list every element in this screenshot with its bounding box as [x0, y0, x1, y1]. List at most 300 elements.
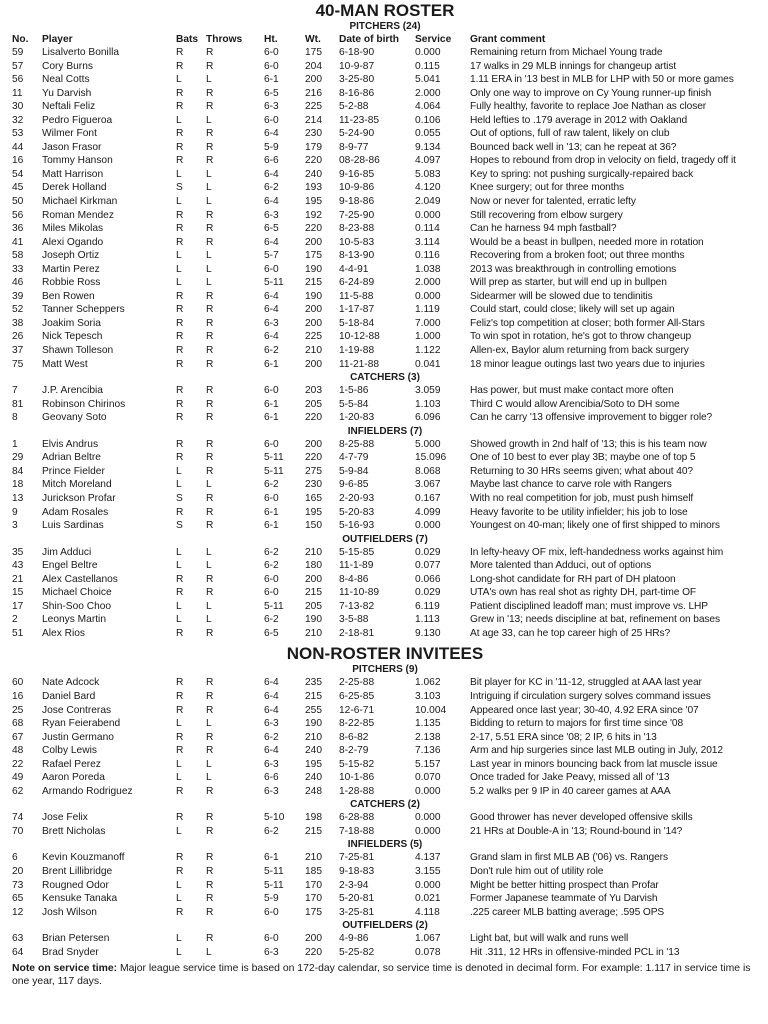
player-name: Rafael Perez — [42, 758, 101, 770]
player-row — [12, 676, 758, 690]
throws: L — [206, 277, 212, 289]
height: 6-4 — [264, 290, 279, 302]
player-name: Tanner Scheppers — [42, 304, 125, 316]
bats: R — [176, 304, 184, 316]
date-of-birth: 2-3-94 — [339, 879, 369, 891]
nri-table — [12, 664, 758, 959]
height: 6-2 — [264, 182, 279, 194]
note-text: Major league service time is based on 172-day calendar, so service time is denoted in decimal form. For example: 1.117 in service time is one year, 117 days. — [12, 963, 751, 988]
throws: R — [206, 731, 214, 743]
service-time: 0.167 — [415, 492, 441, 504]
throws: L — [206, 263, 212, 275]
height: 6-3 — [264, 785, 279, 797]
throws: R — [206, 236, 214, 248]
height: 6-4 — [264, 304, 279, 316]
grant-comment: Arm and hip surgeries since last MLB outing in July, 2012 — [470, 745, 723, 757]
throws: R — [206, 906, 214, 918]
date-of-birth: 6-18-90 — [339, 47, 375, 58]
date-of-birth: 9-16-85 — [339, 168, 375, 180]
bats: L — [176, 168, 182, 180]
player-name: Roman Mendez — [42, 209, 114, 221]
player-row — [12, 785, 758, 799]
height: 5-9 — [264, 141, 279, 153]
throws: R — [206, 398, 214, 410]
weight: 210 — [305, 546, 322, 558]
grant-comment: Youngest on 40-man; likely one of first shipped to minors — [470, 520, 720, 532]
height: 6-3 — [264, 101, 279, 113]
grant-comment: With no real competition for job, must push himself — [470, 492, 694, 504]
date-of-birth: 10-9-86 — [339, 182, 375, 194]
player-row — [12, 946, 758, 960]
service-time: 1.103 — [415, 398, 441, 410]
height: 6-1 — [264, 398, 279, 410]
player-row — [12, 465, 758, 479]
player-row — [12, 586, 758, 600]
service-time: 0.114 — [415, 223, 440, 235]
section-header: PITCHERS (9) — [352, 664, 418, 676]
height: 6-2 — [264, 731, 279, 743]
jersey-number: 81 — [12, 398, 24, 410]
height: 6-0 — [264, 438, 279, 450]
weight: 175 — [305, 906, 322, 918]
weight: 220 — [305, 412, 322, 424]
height: 6-3 — [264, 946, 279, 958]
date-of-birth: 5-9-84 — [339, 465, 369, 477]
weight: 192 — [305, 209, 322, 221]
jersey-number: 21 — [12, 573, 24, 585]
jersey-number: 75 — [12, 358, 24, 370]
date-of-birth: 6-25-85 — [339, 690, 375, 702]
date-of-birth: 3-25-81 — [339, 906, 375, 918]
jersey-number: 41 — [12, 236, 24, 248]
player-row — [12, 127, 758, 141]
height: 6-0 — [264, 60, 279, 72]
weight: 200 — [305, 933, 322, 945]
bats: S — [176, 492, 183, 504]
date-of-birth: 8-22-85 — [339, 718, 375, 730]
throws: L — [206, 114, 212, 126]
height: 6-1 — [264, 74, 279, 86]
jersey-number: 64 — [12, 946, 24, 958]
grant-comment: Light bat, but will walk and runs well — [470, 933, 629, 945]
grant-comment: Would be a beast in bullpen, needed more in rotation — [470, 236, 704, 248]
player-row — [12, 906, 758, 920]
grant-comment: Will prep as starter, but will end up in bullpen — [470, 277, 667, 289]
player-row — [12, 411, 758, 425]
bats: L — [176, 560, 182, 572]
date-of-birth: 2-20-93 — [339, 492, 375, 504]
jersey-number: 54 — [12, 168, 24, 180]
grant-comment: In lefty-heavy OF mix, left-handedness works against him — [470, 546, 724, 558]
jersey-number: 3 — [12, 520, 18, 532]
weight: 190 — [305, 263, 322, 275]
player-name: Mitch Moreland — [42, 479, 112, 491]
bats: R — [176, 398, 184, 410]
date-of-birth: 12-6-71 — [339, 704, 375, 716]
throws: R — [206, 412, 214, 424]
player-name: Rougned Odor — [42, 879, 109, 891]
grant-comment: 1.11 ERA in '13 best in MLB for LHP with 50 or more games — [470, 74, 734, 86]
service-time: 0.077 — [415, 560, 441, 572]
height: 6-3 — [264, 718, 279, 730]
weight: 200 — [305, 317, 322, 329]
player-row — [12, 613, 758, 627]
player-name: Robbie Ross — [42, 277, 101, 289]
date-of-birth: 5-20-83 — [339, 506, 375, 518]
grant-comment: Has power, but must make contact more often — [470, 385, 674, 397]
service-time: 10.004 — [415, 704, 447, 716]
service-time: 1.122 — [415, 345, 441, 357]
service-time: 2.138 — [415, 731, 441, 743]
service-time: 5.041 — [415, 74, 441, 86]
height: 6-2 — [264, 479, 279, 491]
player-row — [12, 704, 758, 718]
throws: L — [206, 168, 212, 180]
date-of-birth: 11-23-85 — [339, 114, 380, 126]
height: 6-0 — [264, 933, 279, 945]
service-time: 4.120 — [415, 182, 441, 194]
jersey-number: 49 — [12, 772, 24, 784]
player-row — [12, 168, 758, 182]
bats: R — [176, 785, 184, 797]
player-name: Shin-Soo Choo — [42, 600, 112, 612]
bats: L — [176, 114, 182, 126]
jersey-number: 30 — [12, 101, 24, 113]
height: 6-1 — [264, 358, 279, 370]
grant-comment: Showed growth in 2nd half of '13; this is his team now — [470, 438, 707, 450]
player-name: Wilmer Font — [42, 128, 97, 140]
service-time: 4.118 — [415, 906, 440, 918]
throws: L — [206, 74, 212, 86]
jersey-number: 20 — [12, 865, 24, 877]
bats: S — [176, 520, 183, 532]
weight: 193 — [305, 182, 322, 194]
throws: L — [206, 250, 212, 262]
service-time: 7.136 — [415, 745, 441, 757]
jersey-number: 59 — [12, 47, 24, 58]
grant-comment: Patient disciplined leadoff man; must improve vs. LHP — [470, 600, 708, 612]
player-row — [12, 209, 758, 223]
bats: R — [176, 209, 184, 221]
throws: R — [206, 47, 214, 58]
height: 6-2 — [264, 560, 279, 572]
bats: R — [176, 101, 184, 113]
jersey-number: 45 — [12, 182, 24, 194]
weight: 179 — [305, 141, 322, 153]
player-row — [12, 236, 758, 250]
player-row — [12, 303, 758, 317]
player-name: Armando Rodriguez — [42, 785, 133, 797]
jersey-number: 53 — [12, 128, 24, 140]
grant-comment: 5.2 walks per 9 IP in 40 career games at AAA — [470, 785, 671, 797]
grant-comment: 17 walks in 29 MLB innings for changeup artist — [470, 60, 677, 72]
height: 5-10 — [264, 812, 285, 824]
throws: L — [206, 758, 212, 770]
height: 6-0 — [264, 385, 279, 397]
date-of-birth: 1-20-83 — [339, 412, 375, 424]
jersey-number: 50 — [12, 196, 24, 208]
service-time: 9.134 — [415, 141, 441, 153]
grant-comment: Returning to 30 HRs seems given; what about 40? — [470, 465, 693, 477]
jersey-number: 8 — [12, 412, 18, 424]
date-of-birth: 11-10-89 — [339, 587, 380, 599]
grant-comment: Former Japanese teammate of Yu Darvish — [470, 893, 658, 905]
height: 5-11 — [264, 277, 284, 289]
column-header-player-name: Player — [42, 34, 73, 45]
weight: 255 — [305, 704, 322, 716]
date-of-birth: 5-24-90 — [339, 128, 375, 140]
date-of-birth: 7-25-90 — [339, 209, 375, 221]
date-of-birth: 9-18-83 — [339, 865, 375, 877]
service-time: 0.106 — [415, 114, 441, 126]
grant-comment: Only one way to improve on Cy Young runner-up finish — [470, 87, 712, 99]
player-name: Ben Rowen — [42, 290, 95, 302]
jersey-number: 73 — [12, 879, 24, 891]
weight: 275 — [305, 465, 322, 477]
date-of-birth: 4-7-79 — [339, 452, 369, 464]
jersey-number: 18 — [12, 479, 24, 491]
date-of-birth: 7-13-82 — [339, 600, 375, 612]
height: 6-6 — [264, 772, 279, 784]
player-name: Kevin Kouzmanoff — [42, 852, 125, 864]
service-time: 0.029 — [415, 546, 441, 558]
height: 6-4 — [264, 331, 279, 343]
date-of-birth: 8-16-86 — [339, 87, 375, 99]
player-name: Jose Felix — [42, 812, 88, 824]
height: 5-7 — [264, 250, 279, 262]
player-name: Joseph Ortiz — [42, 250, 100, 262]
weight: 220 — [305, 155, 322, 167]
player-name: Geovany Soto — [42, 412, 107, 424]
grant-comment: Bit player for KC in '11-12, struggled at AAA last year — [470, 677, 702, 689]
throws: R — [206, 745, 214, 757]
date-of-birth: 8-13-90 — [339, 250, 375, 262]
date-of-birth: 6-28-88 — [339, 812, 375, 824]
date-of-birth: 2-18-81 — [339, 627, 375, 639]
jersey-number: 67 — [12, 731, 24, 743]
player-name: Brett Nicholas — [42, 825, 106, 837]
bats: L — [176, 933, 182, 945]
date-of-birth: 10-12-88 — [339, 331, 380, 343]
service-time: 1.113 — [415, 614, 440, 626]
player-name: Jurickson Profar — [42, 492, 116, 504]
player-name: Leonys Martin — [42, 614, 106, 626]
service-time: 15.096 — [415, 452, 447, 464]
height: 6-1 — [264, 852, 279, 864]
service-time: 0.041 — [415, 358, 441, 370]
throws: R — [206, 933, 214, 945]
jersey-number: 58 — [12, 250, 24, 262]
grant-comment: UTA's own has real shot as righty DH, part-time OF — [470, 587, 697, 599]
height: 6-4 — [264, 704, 279, 716]
weight: 220 — [305, 452, 322, 464]
date-of-birth: 1-17-87 — [339, 304, 375, 316]
jersey-number: 56 — [12, 209, 24, 221]
throws: R — [206, 812, 214, 824]
date-of-birth: 6-24-89 — [339, 277, 375, 289]
service-time: 0.078 — [415, 946, 441, 958]
service-time: 6.119 — [415, 600, 440, 612]
grant-comment: Bounced back well in '13; can he repeat at 36? — [470, 141, 677, 153]
jersey-number: 1 — [12, 438, 18, 450]
date-of-birth: 8-6-82 — [339, 731, 369, 743]
column-header-row — [12, 33, 758, 46]
bats: L — [176, 879, 182, 891]
jersey-number: 37 — [12, 345, 24, 357]
weight: 230 — [305, 128, 322, 140]
date-of-birth: 8-2-79 — [339, 745, 369, 757]
grant-comment: Grew in '13; needs discipline at bat, refinement on bases — [470, 614, 720, 626]
throws: R — [206, 627, 214, 639]
throws: R — [206, 852, 214, 864]
weight: 200 — [305, 438, 322, 450]
roster-table — [12, 21, 758, 640]
service-time: 2.049 — [415, 196, 441, 208]
height: 6-2 — [264, 546, 279, 558]
weight: 210 — [305, 731, 322, 743]
bats: R — [176, 236, 184, 248]
bats: R — [176, 128, 184, 140]
weight: 215 — [305, 690, 322, 702]
grant-comment: Out of options, full of raw talent, likely on club — [470, 128, 670, 140]
grant-comment: 2-17, 5.51 ERA since '08; 2 IP, 6 hits in '13 — [470, 731, 657, 743]
player-row — [12, 932, 758, 946]
weight: 185 — [305, 865, 322, 877]
bats: R — [176, 317, 184, 329]
player-name: Engel Beltre — [42, 560, 98, 572]
weight: 205 — [305, 398, 322, 410]
player-name: Prince Fielder — [42, 465, 105, 477]
weight: 165 — [305, 492, 322, 504]
height: 6-0 — [264, 906, 279, 918]
weight: 225 — [305, 331, 322, 343]
jersey-number: 38 — [12, 317, 24, 329]
weight: 190 — [305, 290, 322, 302]
height: 6-1 — [264, 412, 279, 424]
service-time: 1.119 — [415, 304, 440, 316]
bats: L — [176, 893, 182, 905]
service-time: 0.000 — [415, 520, 441, 532]
service-time: 4.097 — [415, 155, 441, 167]
height: 6-1 — [264, 506, 279, 518]
jersey-number: 44 — [12, 141, 24, 153]
player-name: Neftali Feliz — [42, 101, 96, 113]
weight: 200 — [305, 358, 322, 370]
service-time: 4.137 — [415, 852, 441, 864]
date-of-birth: 11-5-88 — [339, 290, 374, 302]
player-name: Michael Kirkman — [42, 196, 118, 208]
jersey-number: 7 — [12, 385, 18, 397]
height: 5-11 — [264, 452, 284, 464]
service-time: 1.038 — [415, 263, 441, 275]
bats: R — [176, 385, 184, 397]
throws: R — [206, 573, 214, 585]
player-row — [12, 398, 758, 412]
service-time: 0.029 — [415, 587, 441, 599]
bats: R — [176, 331, 184, 343]
jersey-number: 36 — [12, 223, 24, 235]
date-of-birth: 8-4-86 — [339, 573, 369, 585]
date-of-birth: 1-19-88 — [339, 345, 375, 357]
service-time: 3.114 — [415, 236, 440, 248]
date-of-birth: 3-5-88 — [339, 614, 369, 626]
column-header-throws: Throws — [206, 34, 243, 45]
grant-comment: More talented than Adduci, out of options — [470, 560, 652, 572]
player-name: Jason Frasor — [42, 141, 102, 153]
bats: L — [176, 546, 182, 558]
jersey-number: 51 — [12, 627, 24, 639]
jersey-number: 12 — [12, 906, 24, 918]
throws: R — [206, 304, 214, 316]
player-row — [12, 865, 758, 879]
jersey-number: 63 — [12, 933, 24, 945]
service-time: 2.000 — [415, 87, 441, 99]
grant-comment: Might be better hitting prospect than Profar — [470, 879, 659, 891]
throws: R — [206, 677, 214, 689]
height: 6-0 — [264, 114, 279, 126]
column-header-service-time: Service — [415, 34, 452, 45]
player-row — [12, 87, 758, 101]
weight: 215 — [305, 277, 322, 289]
player-name: Tommy Hanson — [42, 155, 113, 167]
player-row — [12, 731, 758, 745]
player-row — [12, 114, 758, 128]
throws: R — [206, 209, 214, 221]
player-row — [12, 358, 758, 372]
jersey-number: 52 — [12, 304, 24, 316]
column-header-date-of-birth: Date of birth — [339, 34, 399, 45]
note-label: Note on service time: — [12, 963, 118, 975]
jersey-number: 11 — [12, 87, 23, 99]
player-name: Jose Contreras — [42, 704, 112, 716]
player-row — [12, 825, 758, 839]
player-name: Derek Holland — [42, 182, 107, 194]
player-row — [12, 851, 758, 865]
player-row — [12, 519, 758, 533]
player-name: Nick Tepesch — [42, 331, 103, 343]
throws: R — [206, 506, 214, 518]
weight: 190 — [305, 614, 322, 626]
throws: R — [206, 331, 214, 343]
grant-comment: At age 33, can he top career high of 25 HRs? — [470, 627, 671, 639]
player-name: Robinson Chirinos — [42, 398, 126, 410]
throws: L — [206, 600, 212, 612]
grant-comment: Can he carry '13 offensive improvement to bigger role? — [470, 412, 713, 424]
weight: 214 — [305, 114, 322, 126]
grant-comment: Could start, could close; likely will set up again — [470, 304, 675, 316]
grant-comment: Fully healthy, favorite to replace Joe Nathan as closer — [470, 101, 707, 113]
grant-comment: Grand slam in first MLB AB ('06) vs. Rangers — [470, 852, 668, 864]
player-name: Cory Burns — [42, 60, 93, 72]
weight: 205 — [305, 600, 322, 612]
bats: L — [176, 250, 182, 262]
weight: 220 — [305, 946, 322, 958]
jersey-number: 39 — [12, 290, 24, 302]
bats: R — [176, 731, 184, 743]
grant-comment: Allen-ex, Baylor alum returning from back surgery — [470, 345, 689, 357]
player-row — [12, 478, 758, 492]
section-header: OUTFIELDERS (7) — [342, 533, 428, 545]
date-of-birth: 9-6-85 — [339, 479, 369, 491]
throws: R — [206, 879, 214, 891]
bats: R — [176, 506, 184, 518]
weight: 150 — [305, 520, 322, 532]
date-of-birth: 10-9-87 — [339, 60, 375, 72]
bats: R — [176, 677, 184, 689]
throws: L — [206, 614, 212, 626]
date-of-birth: 8-25-88 — [339, 438, 375, 450]
bats: R — [176, 438, 184, 450]
